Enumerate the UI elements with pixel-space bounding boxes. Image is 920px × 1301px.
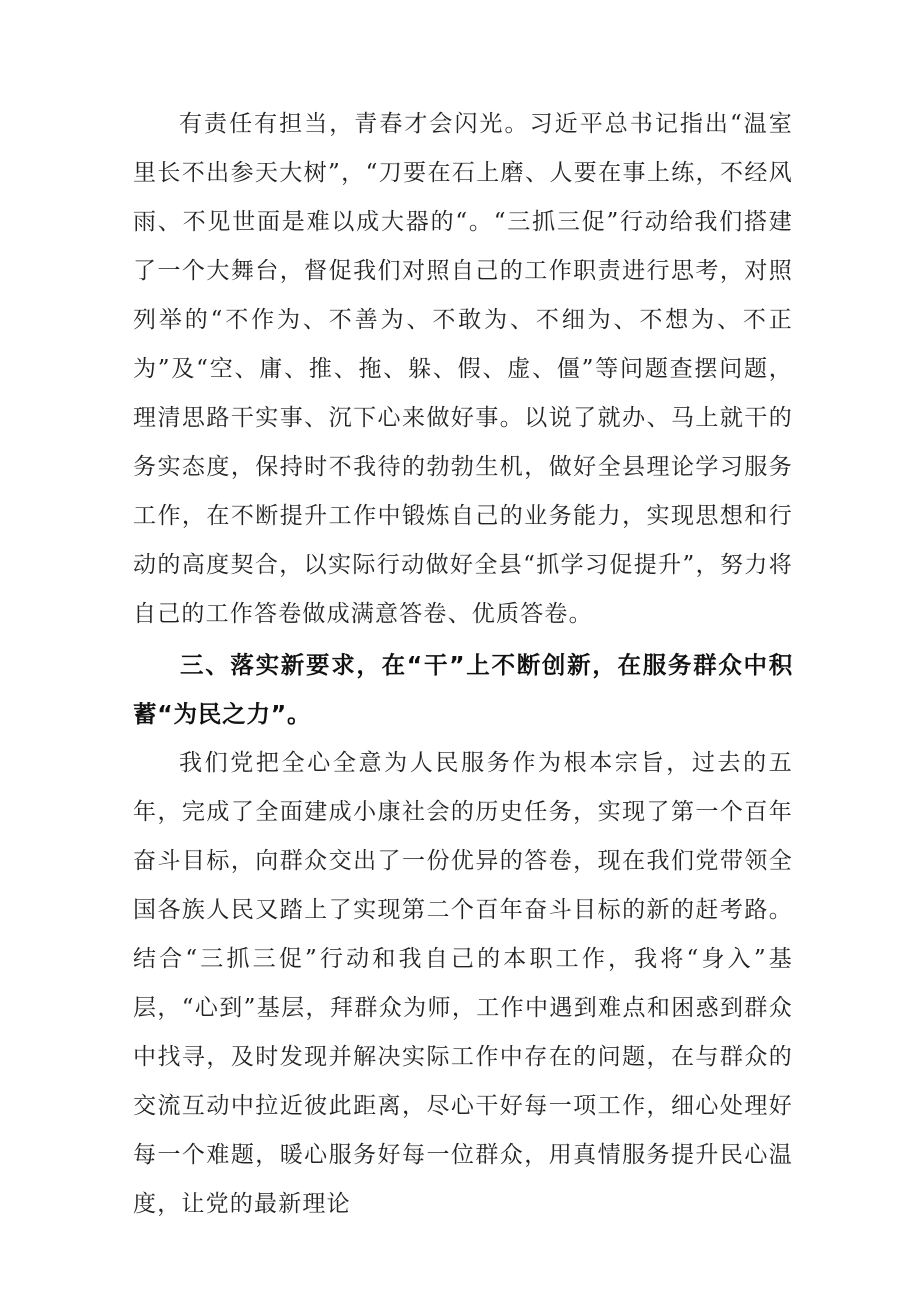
document-body	[133, 100, 793, 1229]
body-paragraph-1: 有责任有担当，青春才会闪光。习近平总书记指出“温室里长不出参天大树”，“刀要在石上磨、人要在事上练，不经风雨、不见世面是难以成大器的“。“三抓三促”行动给我们搭建了一个大舞台，督促我们对照自己的工作职责进行思考，对照列举的“不作为、不善为、不敢为、不细为、不想为、不正为”及“空、庸、推、拖、躲、假、虚、僵”等问题查摆问题，理清思路干实事、沉下心来做好事。以说了就办、马上就干的务实态度，保持时不我待的勃勃生机，做好全县理论学习服务工作，在不断提升工作中锻炼自己的业务能力，实现思想和行动的高度契合，以实际行动做好全县“抓学习促提升”，努力将自己的工作答卷做成满意答卷、优质答卷。	[133, 111, 793, 627]
section-heading-3: 三、落实新要求，在“干”上不断创新，在服务群众中积蓄“为民之力”。	[133, 651, 793, 728]
body-paragraph-2: 我们党把全心全意为人民服务作为根本宗旨，过去的五年，完成了全面建成小康社会的历史任务，实现了第一个百年奋斗目标，向群众交出了一份优异的答卷，现在我们党带领全国各族人民又踏上了实现第二个百年奋斗目标的新的赶考路。结合“三抓三促”行动和我自己的本职工作，我将“身入”基层，“心到”基层，拜群众为师，工作中遇到难点和困惑到群众中找寻，及时发现并解决实际工作中存在的问题，在与群众的交流互动中拉近彼此距离，尽心干好每一项工作，细心处理好每一个难题，暖心服务好每一位群众，用真情服务提升民心温度，让党的最新理论	[133, 750, 793, 1217]
